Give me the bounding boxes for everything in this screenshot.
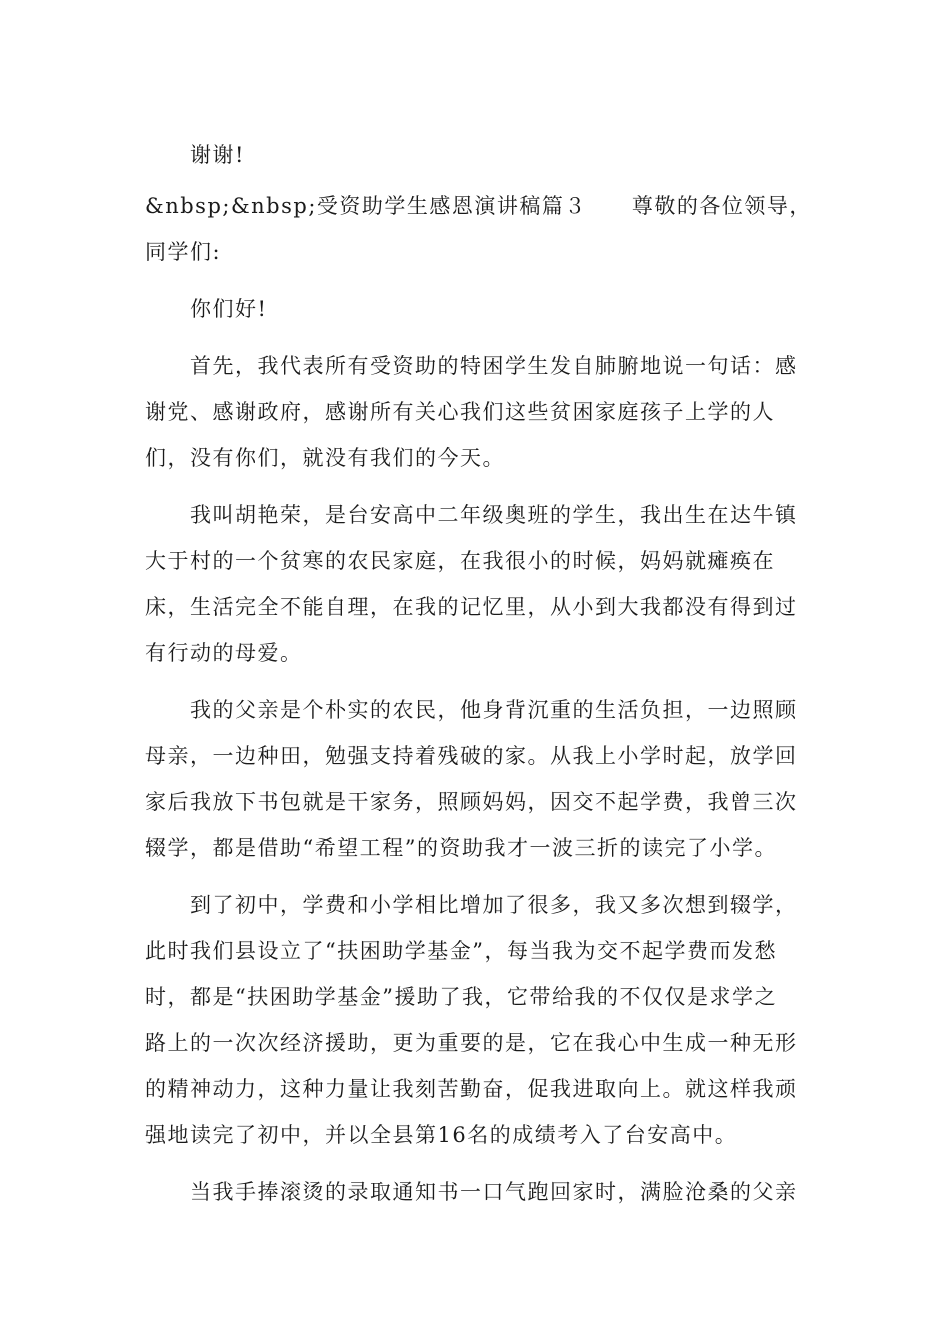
- closing-thanks-line: 谢谢!: [190, 143, 245, 167]
- paragraph-line: 我叫胡艳荣，是台安高中二年级奥班的学生，我出生在达牛镇: [190, 503, 798, 527]
- paragraph-line: 有行动的母爱。: [145, 641, 303, 665]
- paragraph-line: 强地读完了初中，并以全县第16名的成绩考入了台安高中。: [145, 1123, 738, 1147]
- paragraph-line: 路上的一次次经济援助，更为重要的是，它在我心中生成一种无形: [145, 1031, 798, 1055]
- paragraph-line: 当我手捧滚烫的录取通知书一口气跑回家时，满脸沧桑的父亲: [190, 1180, 798, 1204]
- paragraph-line: 的精神动力，这种力量让我刻苦勤奋，促我进取向上。就这样我顽: [145, 1077, 798, 1101]
- paragraph-line: 母亲，一边种田，勉强支持着残破的家。从我上小学时起，放学回: [145, 744, 798, 768]
- paragraph-line: 们，没有你们，就没有我们的今天。: [145, 446, 505, 470]
- paragraph-line: 时，都是“扶困助学基金”援助了我，它带给我的不仅仅是求学之: [145, 985, 777, 1009]
- paragraph-line: 到了初中，学费和小学相比增加了很多，我又多次想到辍学，: [190, 893, 798, 917]
- paragraph-line: 我的父亲是个朴实的农民，他身背沉重的生活负担，一边照顾: [190, 698, 798, 722]
- paragraph-line: 首先，我代表所有受资助的特困学生发自肺腑地说一句话：感: [190, 354, 798, 378]
- paragraph-line: 谢党、感谢政府，感谢所有关心我们这些贫困家庭孩子上学的人: [145, 400, 775, 424]
- paragraph-line: 辍学，都是借助“希望工程”的资助我才一波三折的读完了小学。: [145, 836, 777, 860]
- speech-title-line: &nbsp;&nbsp;受资助学生感恩演讲稿篇３ 尊敬的各位领导，: [145, 194, 812, 218]
- paragraph-line: 床，生活完全不能自理，在我的记忆里，从小到大我都没有得到过: [145, 595, 798, 619]
- paragraph-line: 大于村的一个贫寒的农民家庭，在我很小的时候，妈妈就瘫痪在: [145, 549, 775, 573]
- salutation-line: 同学们:: [145, 240, 222, 264]
- greeting-line: 你们好!: [190, 297, 268, 321]
- paragraph-line: 此时我们县设立了“扶困助学基金”，每当我为交不起学费而发愁: [145, 939, 777, 963]
- document-body: [145, 132, 812, 1215]
- paragraph-line: 家后我放下书包就是干家务，照顾妈妈，因交不起学费，我曾三次: [145, 790, 798, 814]
